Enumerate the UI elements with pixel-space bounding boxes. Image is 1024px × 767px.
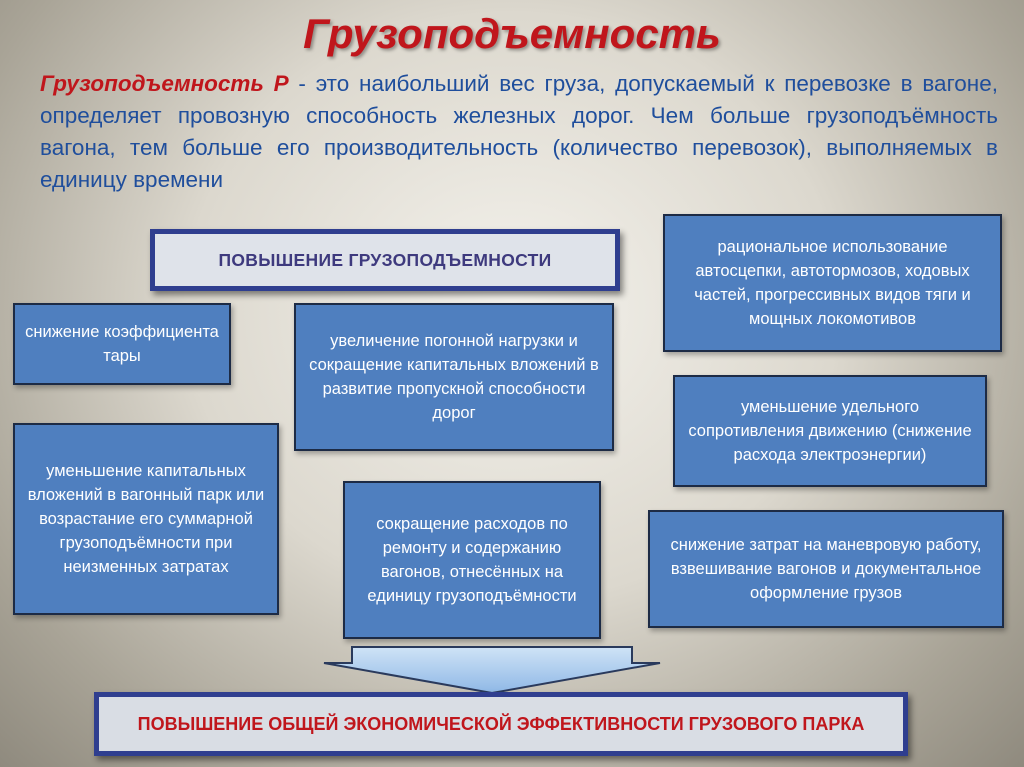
box-repair-text: сокращение расходов по ремонту и содержанию вагонов, отнесённых на единицу грузоподъёмности (367, 515, 577, 605)
result-box (94, 692, 908, 756)
box-shunting-costs (648, 510, 1004, 628)
box-repair-costs (343, 481, 601, 639)
definition-term: Грузоподъемность Р (40, 71, 289, 96)
heading-label: ПОВЫШЕНИЕ ГРУЗОПОДЪЕМНОСТИ (218, 249, 552, 270)
box-tare-coefficient (13, 303, 231, 385)
box-resistance-text: уменьшение удельного сопротивления движению (снижение расхода электроэнергии) (688, 398, 972, 464)
box-shunting-text: снижение затрат на маневровую работу, взвешивание вагонов и документальное оформление грузов (670, 536, 982, 602)
result-label: ПОВЫШЕНИЕ ОБЩЕЙ ЭКОНОМИЧЕСКОЙ ЭФФЕКТИВНОСТИ ГРУЗОВОГО ПАРКА (137, 713, 865, 734)
box-resistance (673, 375, 987, 487)
box-tare-text: снижение коэффициента тары (25, 323, 219, 365)
box-track-load-text: увеличение погонной нагрузки и сокращение капитальных вложений в развитие пропускной способности дорог (309, 332, 599, 422)
box-capital-text: уменьшение капитальных вложений в вагонный парк или возрастание его суммарной грузоподъёмности при неизменных затратах (27, 462, 265, 576)
heading-box (150, 229, 620, 291)
slide-title: Грузоподъемность (303, 10, 721, 57)
definition-text: - это наибольший вес груза, допускаемый к перевозке в вагоне, определяет провозную способность железных дорог. Чем больше грузоподъёмность вагона, тем больше его производительность (количество перевозок), выполняемых в единицу времени (40, 71, 998, 192)
box-capital-investment (13, 423, 279, 615)
box-rational-text: рациональное использование автосцепки, автотормозов, ходовых частей, прогрессивных видов тяги и мощных локомотивов (694, 238, 971, 328)
definition-paragraph (40, 68, 998, 196)
down-arrow-icon (322, 645, 662, 695)
box-rational-use (663, 214, 1002, 352)
box-track-load (294, 303, 614, 451)
